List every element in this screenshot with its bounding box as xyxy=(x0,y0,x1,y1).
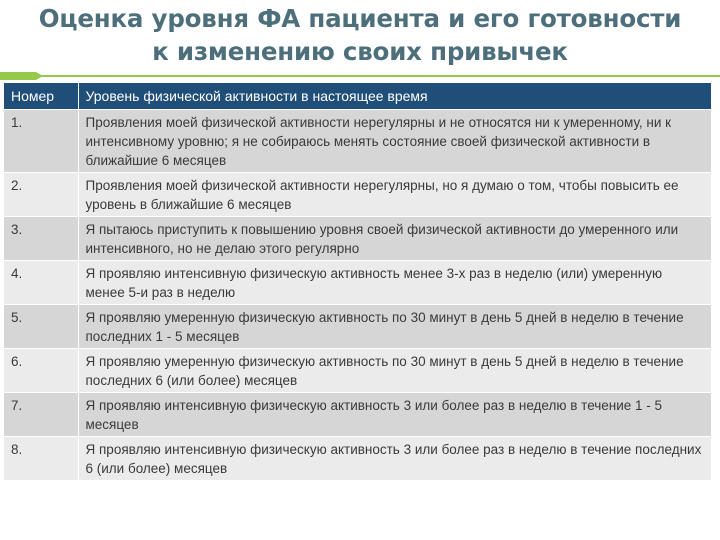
row-description: Я проявляю умеренную физическую активность по 30 минут в день 5 дней в неделю в течение последних 1 - 5 месяцев xyxy=(78,305,711,349)
accent-line xyxy=(36,75,720,77)
row-description: Проявления моей физической активности нерегулярны, но я думаю о том, чтобы повысить ее уровень в ближайшие 6 месяцев xyxy=(78,173,711,217)
row-description: Я проявляю интенсивную физическую активность менее 3-х раз в неделю (или) умеренную менее 5-и раз в неделю xyxy=(78,261,711,305)
table-row xyxy=(4,437,711,481)
table-header-row xyxy=(4,83,711,110)
row-description: Я проявляю интенсивную физическую активность 3 или более раз в неделю в течение последних 6 (или более) месяцев xyxy=(78,437,711,481)
accent-divider xyxy=(0,72,720,80)
accent-block xyxy=(0,72,36,80)
row-number: 2. xyxy=(4,173,78,217)
row-number: 6. xyxy=(4,349,78,393)
table-row xyxy=(4,261,711,305)
row-number: 8. xyxy=(4,437,78,481)
header-activity-level: Уровень физической активности в настоящее время xyxy=(78,83,711,110)
row-number: 7. xyxy=(4,393,78,437)
row-number: 4. xyxy=(4,261,78,305)
activity-level-table xyxy=(4,83,711,480)
table-row xyxy=(4,110,711,173)
row-description: Проявления моей физической активности нерегулярны и не относятся ни к умеренному, ни к интенсивному уровню; я не собираюсь менять состояние своей физической активности в ближайшие 6 месяцев xyxy=(78,110,711,173)
title-line-1: Оценка уровня ФА пациента и его готовности xyxy=(38,4,682,33)
row-number: 3. xyxy=(4,217,78,261)
row-description: Я проявляю умеренную физическую активность по 30 минут в день 5 дней в неделю в течение последних 6 (или более) месяцев xyxy=(78,349,711,393)
accent-arrow-icon xyxy=(36,72,43,80)
row-number: 5. xyxy=(4,305,78,349)
table-row xyxy=(4,393,711,437)
table-row xyxy=(4,173,711,217)
table-row xyxy=(4,349,711,393)
header-number: Номер xyxy=(4,83,78,110)
table-row xyxy=(4,305,711,349)
row-description: Я пытаюсь приступить к повышению уровня своей физической активности до умеренного или интенсивного, но не делаю этого регулярно xyxy=(78,217,711,261)
table-row xyxy=(4,217,711,261)
row-description: Я проявляю интенсивную физическую активность 3 или более раз в неделю в течение 1 - 5 месяцев xyxy=(78,393,711,437)
title-line-2: к изменению своих привычек xyxy=(152,37,568,66)
row-number: 1. xyxy=(4,110,78,173)
page-title xyxy=(0,2,720,68)
